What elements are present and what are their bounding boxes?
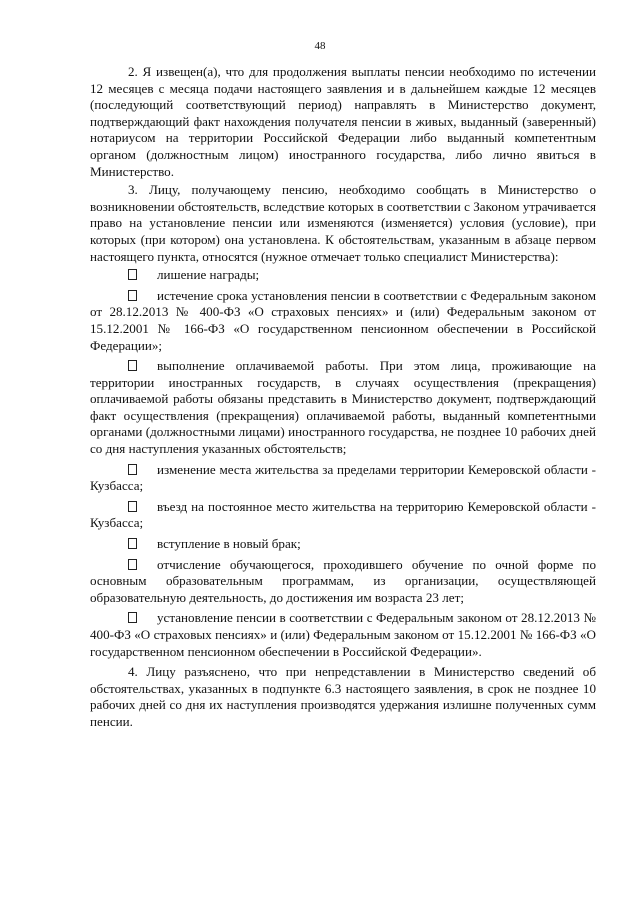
checklist-item-text: истечение срока установления пенсии в соответствии с Федеральным законом от 28.12.2013 № 400-ФЗ «О страховых пенсиях» и (или) Федеральным законом от 15.12.2001 № 166-ФЗ «О государственном пенсионном обеспечении в Российской Федерации»; — [90, 287, 596, 353]
checklist-item — [90, 610, 596, 660]
checkbox[interactable] — [128, 559, 137, 570]
page-number: 48 — [314, 40, 326, 52]
checklist-item-text: отчисление обучающегося, проходившего обучение по очной форме по основным образовательным программам, из организации, осуществляющей образовательную деятельность, до достижения им возраста 23 лет; — [90, 556, 596, 605]
checklist-item — [90, 536, 596, 553]
paragraph-3: 3. Лицу, получающему пенсию, необходимо сообщать в Министерство о возникновении обстоятельств, вследствие которых в соответствии с Законом утрачивается право на установление пенсии или изменяются (изменяется) условия (условие), при которых (при котором) она установлена. К обстоятельствам, указанным в абзаце первом настоящего пункта, относятся (нужное отмечает только специалист Министерства): — [90, 182, 596, 264]
checkbox[interactable] — [128, 360, 137, 371]
checkbox[interactable] — [128, 290, 137, 301]
checklist-item — [90, 462, 596, 495]
checkbox[interactable] — [128, 269, 137, 280]
checklist-item — [90, 358, 596, 458]
checklist-item-text: изменение места жительства за пределами территории Кемеровской области - Кузбасса; — [90, 461, 596, 494]
checkbox[interactable] — [128, 501, 137, 512]
checklist-item-text: выполнение оплачиваемой работы. При этом лица, проживающие на территории иностранных государств, в случаях осуществления (прекращения) оплачиваемой работы обязаны представить в Министерство документ, подтверждающий факт осуществления (прекращения) оплачиваемой работы, выданный компетентными органами (должностными лицами) иностранного государства, не позднее 10 рабочих дней со дня наступления указанных обстоятельств; — [90, 358, 596, 457]
checklist-item — [90, 288, 596, 354]
circumstances-checklist — [90, 267, 596, 660]
checklist-item — [90, 267, 596, 284]
checklist-item-text: лишение награды; — [157, 267, 260, 283]
paragraph-2: 2. Я извещен(а), что для продолжения выплаты пенсии необходимо по истечении 12 месяцев с месяца подачи настоящего заявления и в дальнейшем каждые 12 месяцев (последующий соответствующий период) направлять в Министерство документ, подтверждающий факт нахождения получателя пенсии в живых, выданный (заверенный) нотариусом на территории Российской Федерации либо выданный компетентным органом (должностным лицом) иностранного государства, либо лично явиться в Министерство. — [90, 64, 596, 179]
checklist-item — [90, 499, 596, 532]
checklist-item — [90, 557, 596, 607]
checkbox[interactable] — [128, 538, 137, 549]
paragraph-4: 4. Лицу разъяснено, что при непредставлении в Министерство сведений об обстоятельствах, указанных в подпункте 6.3 настоящего заявления, в срок не позднее 10 рабочих дней со дня их наступления производятся удержания излишне полученных сумм пенсии. — [90, 664, 596, 729]
checkbox[interactable] — [128, 612, 137, 623]
checklist-item-text: въезд на постоянное место жительства на территорию Кемеровской области - Кузбасса; — [90, 498, 596, 531]
document-body — [90, 64, 596, 733]
checklist-item-text: вступление в новый брак; — [157, 536, 301, 552]
checklist-item-text: установление пенсии в соответствии с Федеральным законом от 28.12.2013 № 400-ФЗ «О страховых пенсиях» и (или) Федеральным законом от 15.12.2001 № 166-ФЗ «О государственном пенсионном обеспечении в Российской Федерации». — [90, 610, 596, 659]
checkbox[interactable] — [128, 464, 137, 475]
